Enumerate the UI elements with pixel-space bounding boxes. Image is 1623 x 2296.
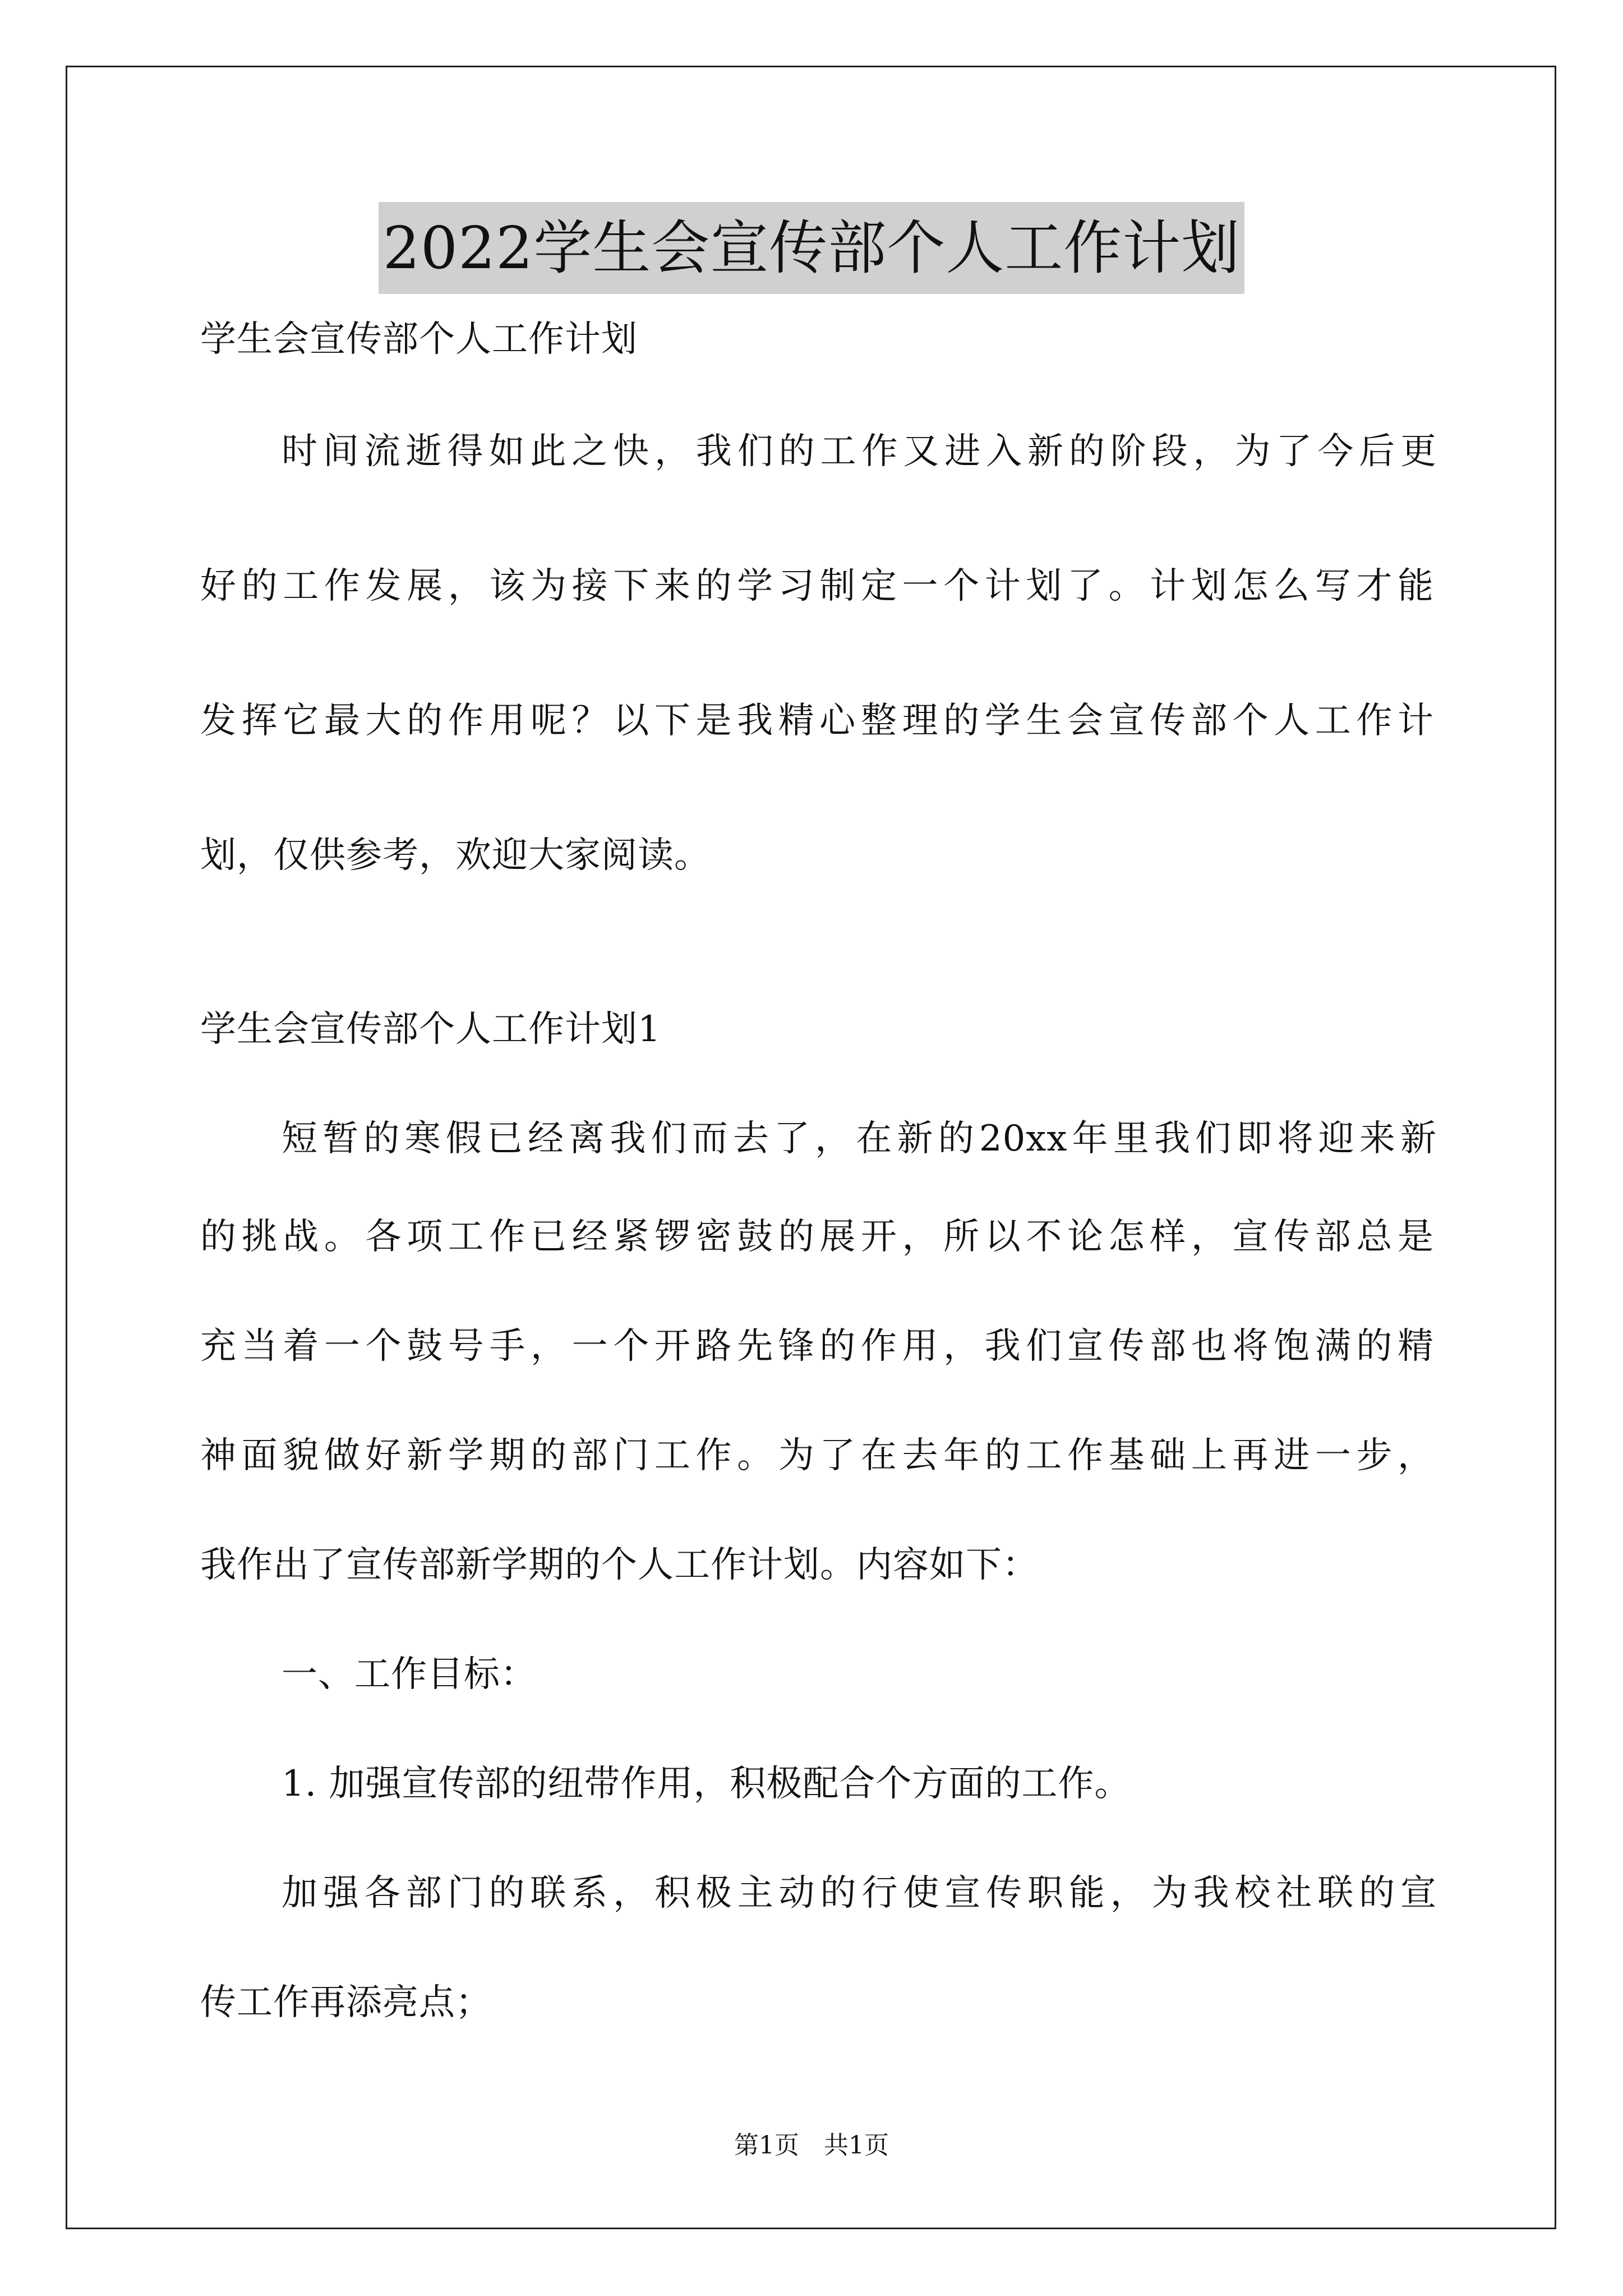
page-number-footer: 第1页 共1页	[734, 2131, 889, 2160]
title-container	[0, 202, 1623, 294]
goal-heading: 一、工作目标：	[282, 1654, 537, 1695]
body-line: 划，仅供参考，欢迎大家阅读。	[200, 835, 711, 876]
body-line: 短暂的寒假已经离我们而去了，在新的20xx年里我们即将迎来新	[282, 1118, 1437, 1159]
body-line: 时间流逝得如此之快，我们的工作又进入新的阶段，为了今后更	[282, 431, 1437, 472]
body-line: 好的工作发展，该为接下来的学习制定一个计划了。计划怎么写才能	[200, 565, 1434, 607]
body-line: 加强各部门的联系，积极主动的行使宣传职能，为我校社联的宣	[282, 1872, 1437, 1914]
list-item: 1. 加强宣传部的纽带作用，积极配合个方面的工作。	[282, 1763, 1131, 1805]
body-line: 我作出了宣传部新学期的个人工作计划。内容如下：	[200, 1544, 1039, 1586]
document-title: 2022学生会宣传部个人工作计划	[379, 202, 1245, 294]
subtitle-line: 学生会宣传部个人工作计划	[200, 319, 638, 360]
body-line: 传工作再添亮点；	[200, 1982, 492, 2023]
body-line: 神面貌做好新学期的部门工作。为了在去年的工作基础上再进一步，	[200, 1435, 1434, 1476]
body-line: 发挥它最大的作用呢？以下是我精心整理的学生会宣传部个人工作计	[200, 700, 1434, 742]
section-heading: 学生会宣传部个人工作计划1	[200, 1009, 661, 1050]
body-line: 的挑战。各项工作已经紧锣密鼓的展开，所以不论怎样，宣传部总是	[200, 1216, 1434, 1258]
body-line: 充当着一个鼓号手，一个开路先锋的作用，我们宣传部也将饱满的精	[200, 1326, 1434, 1367]
